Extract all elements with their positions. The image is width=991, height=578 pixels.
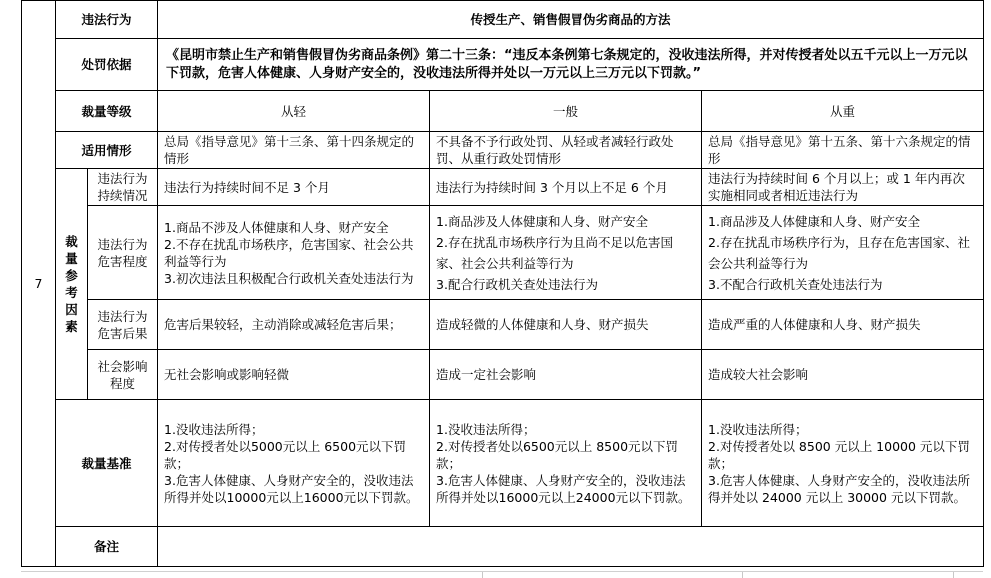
benchmark-light-line: 2.对传授者处以5000元以上 6500元以下罚款； — [164, 438, 407, 471]
factors-label-char: 素 — [65, 319, 78, 334]
levels-row — [22, 91, 984, 132]
harm-result-normal: 造成轻微的人体健康和人身、财产损失 — [430, 300, 702, 350]
page-edge-line — [21, 571, 983, 572]
duration-label-line: 违法行为 — [97, 171, 148, 186]
harm-degree-normal-line: 3.配合行政机关查处违法行为 — [436, 276, 598, 292]
remark-label: 备注 — [56, 527, 158, 567]
harm-degree-light-line: 1.商品不涉及人体健康和人身、财产安全 — [164, 219, 389, 235]
harm-degree-light-line: 3.初次违法且积极配合行政机关查处违法行为 — [164, 270, 414, 286]
basis-value: 《昆明市禁止生产和销售假冒伪劣商品条例》第二十三条：“违反本条例第七条规定的，没收违法所得，并对传授者处以五千元以上一万元以下罚款，危害人体健康、人身财产安全的，没收违法所得并处以一万元以上三万元以下罚款。” — [158, 39, 984, 91]
level-heavy: 从重 — [702, 91, 984, 132]
harm-degree-normal-line: 1.商品涉及人体健康和人身、财产安全 — [436, 213, 648, 229]
harm-degree-row — [22, 206, 984, 300]
benchmark-row — [22, 400, 984, 527]
applicable-light: 总局《指导意见》第十三条、第十四条规定的情形 — [158, 132, 430, 169]
benchmark-normal-line: 2.对传授者处以6500元以上 8500元以下罚款； — [436, 438, 679, 471]
social-label-line: 程度 — [110, 375, 136, 391]
applicable-normal: 不具备不予行政处罚、从轻或者减轻行政处罚、从重行政处罚情形 — [430, 132, 702, 169]
harm-result-row — [22, 300, 984, 350]
benchmark-normal-line: 1.没收违法所得； — [436, 421, 536, 437]
benchmark-heavy-line: 1.没收违法所得； — [708, 421, 808, 437]
harm-degree-heavy — [702, 206, 984, 300]
discretion-standard-table — [21, 0, 984, 567]
factors-label-char: 裁 — [65, 234, 78, 249]
ruler-tick — [953, 572, 954, 578]
harm-result-label-line: 危害后果 — [97, 325, 148, 341]
remark-row — [22, 527, 984, 567]
remark-value — [158, 527, 984, 567]
factors-label — [56, 169, 88, 400]
basis-row — [22, 39, 984, 91]
benchmark-normal-line: 3.危害人体健康、人身财产安全的，没收违法所得并处以16000元以上24000元以下罚款。 — [436, 472, 691, 505]
harm-degree-heavy-line: 1.商品涉及人体健康和人身、财产安全 — [708, 213, 920, 229]
ruler-tick — [482, 572, 483, 578]
harm-degree-heavy-line: 2.存在扰乱市场秩序行为，且存在危害国家、社会公共利益等行为 — [708, 234, 970, 271]
factors-label-char: 参 — [65, 268, 78, 283]
violation-label: 违法行为 — [56, 1, 158, 39]
applicable-label: 适用情形 — [56, 132, 158, 169]
harm-degree-label — [88, 206, 158, 300]
basis-label: 处罚依据 — [56, 39, 158, 91]
social-label — [88, 350, 158, 400]
social-row — [22, 350, 984, 400]
harm-degree-heavy-line: 3.不配合行政机关查处违法行为 — [708, 276, 883, 292]
harm-degree-label-line: 危害程度 — [97, 253, 148, 269]
duration-heavy: 违法行为持续时间 6 个月以上；或 1 年内再次实施相同或者相近违法行为 — [702, 169, 984, 206]
levels-label: 裁量等级 — [56, 91, 158, 132]
harm-degree-normal — [430, 206, 702, 300]
harm-result-label — [88, 300, 158, 350]
row-number-cell: 7 — [22, 1, 56, 567]
duration-label-line: 持续情况 — [97, 188, 148, 203]
benchmark-heavy-line: 2.对传授者处以 8500 元以上 10000 元以下罚款； — [708, 438, 970, 471]
applicable-heavy: 总局《指导意见》第十五条、第十六条规定的情形 — [702, 132, 984, 169]
social-normal: 造成一定社会影响 — [430, 350, 702, 400]
level-light: 从轻 — [158, 91, 430, 132]
benchmark-heavy — [702, 400, 984, 527]
ruler-tick — [742, 572, 743, 578]
benchmark-heavy-line: 3.危害人体健康、人身财产安全的，没收违法所得并处以 24000 元以上 30000 元以下罚款。 — [708, 472, 970, 505]
benchmark-light — [158, 400, 430, 527]
harm-result-light: 危害后果较轻，主动消除或减轻危害后果； — [158, 300, 430, 350]
duration-normal: 违法行为持续时间 3 个月以上不足 6 个月 — [430, 169, 702, 206]
duration-light: 违法行为持续时间不足 3 个月 — [158, 169, 430, 206]
benchmark-light-line: 1.没收违法所得； — [164, 421, 264, 437]
factors-label-char: 考 — [65, 285, 78, 300]
duration-row — [22, 169, 984, 206]
harm-result-heavy: 造成严重的人体健康和人身、财产损失 — [702, 300, 984, 350]
benchmark-label: 裁量基准 — [56, 400, 158, 527]
factors-label-char: 因 — [65, 302, 78, 317]
factors-label-char: 量 — [65, 251, 78, 266]
benchmark-normal — [430, 400, 702, 527]
violation-row — [22, 1, 984, 39]
harm-degree-label-line: 违法行为 — [97, 236, 148, 252]
social-label-line: 社会影响 — [97, 358, 148, 374]
violation-value: 传授生产、销售假冒伪劣商品的方法 — [158, 1, 984, 39]
harm-result-label-line: 违法行为 — [97, 308, 148, 324]
benchmark-light-line: 3.危害人体健康、人身财产安全的，没收违法所得并处以10000元以上16000元以下罚款。 — [164, 472, 419, 505]
duration-label — [88, 169, 158, 206]
social-light: 无社会影响或影响轻微 — [158, 350, 430, 400]
social-heavy: 造成较大社会影响 — [702, 350, 984, 400]
level-normal: 一般 — [430, 91, 702, 132]
harm-degree-normal-line: 2.存在扰乱市场秩序行为且尚不足以危害国家、社会公共利益等行为 — [436, 234, 673, 271]
harm-degree-light-line: 2.不存在扰乱市场秩序，危害国家、社会公共利益等行为 — [164, 236, 414, 269]
applicable-row — [22, 132, 984, 169]
harm-degree-light — [158, 206, 430, 300]
